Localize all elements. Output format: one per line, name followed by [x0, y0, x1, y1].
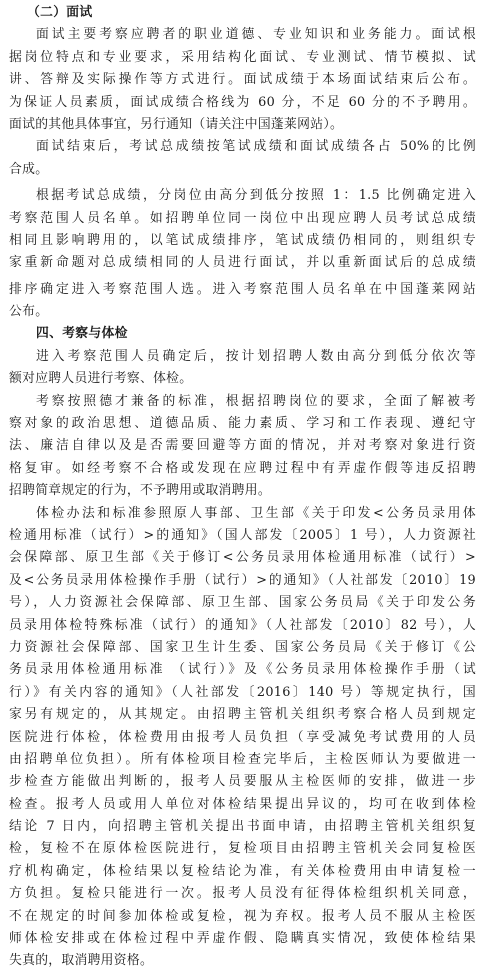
- paragraph-line: 疗机构确定，体检结果以复检结论为准，有关体检费用由申请复检一: [9, 863, 476, 879]
- paragraph-line: 面试主要考察应聘者的职业道德、专业知识和业务能力。面试根: [36, 27, 476, 43]
- paragraph-line: 失真的，取消聘用资格。: [9, 953, 154, 969]
- section-heading-inspection: 四、考察与体检: [36, 326, 128, 342]
- paragraph-line: 排序确定进入考察范围人选。进入考察范围人员名单在中国蓬莱网站: [9, 281, 476, 297]
- paragraph-line: 不在规定的时间参加体检或复检，视为弃权。报考人员不服从主检医: [9, 908, 476, 924]
- paragraph-line: 据岗位特点和专业要求，采用结构化面试、专业测试、情节模拟、试: [9, 49, 476, 65]
- paragraph-line: 号），人力资源社会保障部、原卫生部、国家公务员局《关于印发公务: [9, 595, 476, 611]
- paragraph-line: 格复审。如经考察不合格或发现在应聘过程中有弄虚作假等违反招聘: [9, 460, 476, 476]
- paragraph-line: 由招聘单位负担）。所有体检项目检查完毕后，主检医师认为要做进一: [9, 751, 476, 767]
- paragraph-line: 及<公务员录用体检操作手册（试行）>的通知》（人社部发〔2010〕19: [9, 572, 476, 588]
- paragraph-line: 合成。: [9, 161, 49, 177]
- paragraph-line: 招聘简章规定的行为，不予聘用或取消聘用。: [9, 483, 271, 499]
- paragraph-line: 根据考试总成绩，分岗位由高分到低分按照 1：1.5 比例确定进入: [36, 188, 476, 204]
- paragraph-line: 结论 7 日内，向招聘主管机关提出书面申请，由招聘主管机关组织复: [9, 819, 476, 835]
- paragraph-line: 检，复检不在原体检医院进行，复检项目由招聘主管机关会同复检医: [9, 841, 476, 857]
- paragraph-line: 体检办法和标准参照原人事部、卫生部《关于印发<公务员录用体: [36, 505, 476, 521]
- paragraph-line: 面试的其他具体事宜，另行通知（请关注中国蓬莱网站）。: [9, 116, 344, 132]
- section-heading-interview: （二）面试: [27, 5, 93, 20]
- paragraph-line: 会保障部、原卫生部《关于修订<公务员录用体检通用标准（试行）>: [9, 550, 476, 566]
- paragraph-line: 进入考察范围人员确定后，按计划招聘人数由高分到低分依次等: [36, 348, 476, 364]
- paragraph-line: 为保证人员素质，面试成绩合格线为 60 分，不足 60 分的不予聘用。: [9, 94, 476, 110]
- paragraph-line: 讲、答辩及实际操作等方式进行。面试成绩于本场面试结束后公布。: [9, 72, 476, 88]
- paragraph-line: 步检查方能做出判断的，报考人员要服从主检医师的安排，做进一步: [9, 774, 476, 790]
- paragraph-line: 检通用标准（试行）>的通知》（国人部发〔2005〕1 号），人力资源社: [9, 527, 476, 543]
- paragraph-line: 公布。: [9, 304, 49, 320]
- paragraph-line: 医院进行体检，体检费用由报考人员负担（享受减免考试费用的人员: [9, 729, 476, 745]
- paragraph-line: 察对象的政治思想、道德品质、能力素质、学习和工作表现、遵纪守: [9, 416, 476, 432]
- paragraph-line: 力资源社会保障部、国家卫生计生委、国家公务员局《关于修订《公: [9, 639, 476, 655]
- paragraph-line: 师体检安排或在体检过程中弄虚作假、隐瞒真实情况，致使体检结果: [9, 931, 476, 947]
- paragraph-line: 务员录用体检通用标准 （试行）》及《公务员录用体检操作手册（试: [9, 662, 476, 678]
- paragraph-line: 法、廉洁自律以及是否需要回避等方面的情况，并对考察对象进行资: [9, 438, 476, 454]
- paragraph-line: 检查。报考人员或用人单位对体检结果提出异议的，均可在收到体检: [9, 796, 476, 812]
- paragraph-line: 额对应聘人员进行考察、体检。: [9, 371, 193, 387]
- paragraph-line: 考察按照德才兼备的标准，根据招聘岗位的要求，全面了解被考: [36, 393, 476, 409]
- paragraph-line: 行）》有关内容的通知》（人社部发〔2016〕140 号）等规定执行，国: [9, 684, 476, 700]
- paragraph-line: 家另有规定的，从其规定。由招聘主管机关组织考察合格人员到规定: [9, 707, 476, 723]
- paragraph-line: 考察范围人员名单。如招聘单位同一岗位中出现应聘人员考试总成绩: [9, 210, 476, 226]
- paragraph-line: 方负担。复检只能进行一次。报考人员没有征得体检组织机关同意，: [9, 886, 476, 902]
- paragraph-line: 员录用体检特殊标准（试行）的通知》（人社部发〔2010〕82 号），人: [9, 617, 476, 633]
- paragraph-line: 面试结束后，考试总成绩按笔试成绩和面试成绩各占 50%的比例: [36, 139, 476, 155]
- paragraph-line: 家重新命题对总成绩相同的人员进行面试，并以重新面试后的总成绩: [9, 255, 476, 271]
- paragraph-line: 相同且影响聘用的，以笔试成绩排序，笔试成绩仍相同的，则组织专: [9, 232, 476, 248]
